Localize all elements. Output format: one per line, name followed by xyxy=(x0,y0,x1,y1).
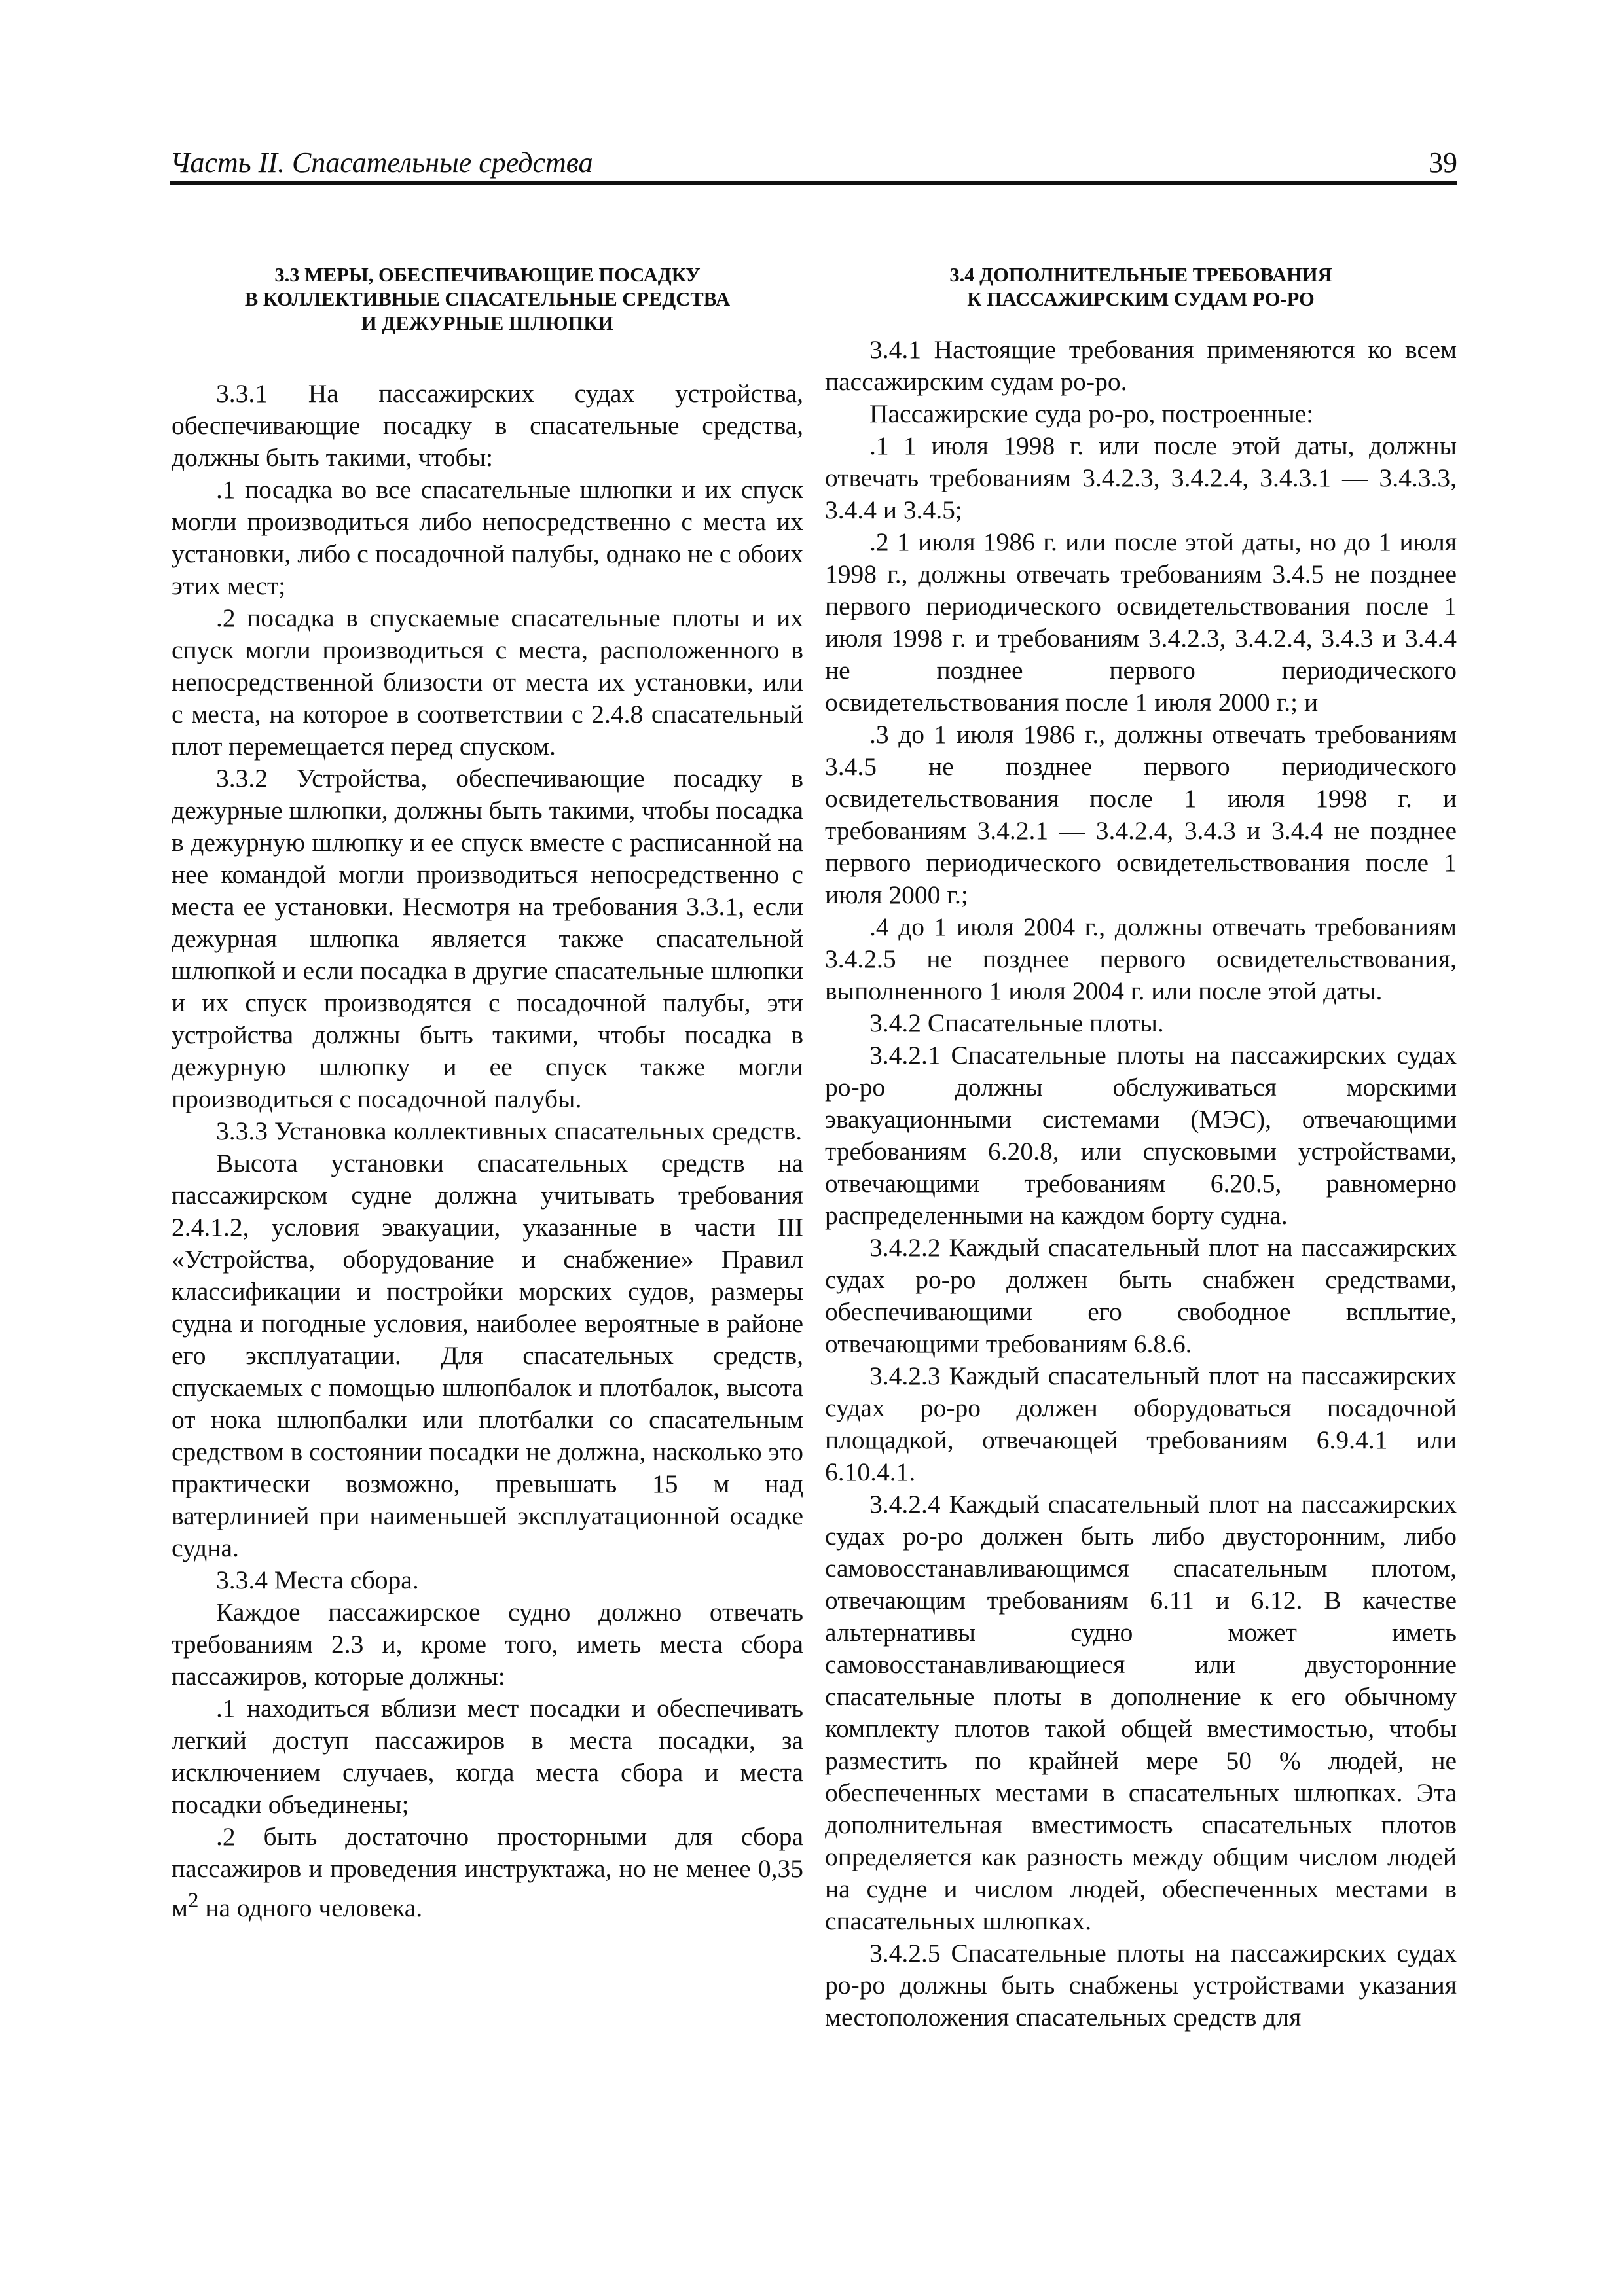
right-column xyxy=(825,263,1457,2034)
section-heading-3-4 xyxy=(825,263,1457,312)
list-item-text: .2 быть достаточно просторными для сбора пассажиров и проведения инструктажа, но не менее 0,35 м xyxy=(172,1822,803,1923)
heading-line: В КОЛЛЕКТИВНЫЕ СПАСАТЕЛЬНЫЕ СРЕДСТВА xyxy=(244,288,731,310)
list-item-text-end: на одного человека. xyxy=(198,1893,423,1923)
list-item-4: .4 до 1 июля 2004 г., должны отвечать требованиям 3.4.2.5 не позднее первого освидетельствования, выполненного 1 июля 2004 г. или после этой даты. xyxy=(825,912,1457,1005)
list-item-1: .1 посадка во все спасательные шлюпки и их спуск могли производиться либо непосредственно с места их установки, либо с посадочной палубы, однако не с обоих этих мест; xyxy=(172,475,803,600)
list-item-2: .2 1 июля 1986 г. или после этой даты, но до 1 июля 1998 г., должны отвечать требованиям 3.4.5 не позднее первого периодического освидетельствования после 1 июля 1998 г. и требованиям 3.4.2.3, 3.4.2.4, 3.4.3 и 3.4.4 не позднее первого периодического освидетельствования после 1 июля 2000 г.; и xyxy=(825,528,1457,717)
list-item-3: .3 до 1 июля 1986 г., должны отвечать требованиям 3.4.5 не позднее первого периодического освидетельствования после 1 июля 1998 г. и требованиям 3.4.2.1 — 3.4.2.4, 3.4.3 и 3.4.4 не позднее первого периодического освидетельствования после 1 июля 2000 г.; xyxy=(825,720,1457,909)
superscript: 2 xyxy=(188,1889,199,1912)
list-item-1: .1 1 июля 1998 г. или после этой даты, должны отвечать требованиям 3.4.2.3, 3.4.2.4, 3.4.3.1 — 3.4.3.3, 3.4.4 и 3.4.5; xyxy=(825,431,1457,524)
paragraph-3-4-2-2: 3.4.2.2 Каждый спасательный плот на пассажирских судах ро-ро должен быть снабжен средствами, обеспечивающими его свободное всплытие, отвечающими требованиям 6.8.6. xyxy=(825,1233,1457,1358)
paragraph-3-4-2-4: 3.4.2.4 Каждый спасательный плот на пассажирских судах ро-ро должен быть либо двусторонним, либо самовосстанавливающимся спасательным плотом, отвечающим требованиям 6.11 и 6.12. В качестве альтернативы судно может иметь самовосстанавливающиеся или двусторонние спасательные плоты в дополнение к его обычному комплекту плотов такой общей вместимостью, чтобы разместить по крайней мере 50 % людей, не обеспеченных местами в спасательных шлюпках. Эта дополнительная вместимость спасательных плотов определяется как разность между общим числом людей на судне и числом людей, обеспеченных местами в спасательных шлюпках. xyxy=(825,1490,1457,1935)
list-item-2 xyxy=(172,1821,803,1924)
paragraph-installation-height: Высота установки спасательных средств на пассажирском судне должна учитывать требования 2.4.1.2, условия эвакуации, указанные в части III «Устройства, оборудование и снабжение» Правил классификации и постройки морских судов, размеры судна и погодные условия, наиболее вероятные в районе его эксплуатации. Для спасательных средств, спускаемых с помощью шлюпбалок и плотбалок, высота от нока шлюпбалки или плотбалки со спасательным средством в состоянии посадки не должна, насколько это практически возможно, превышать 15 м над ватерлинией при наименьшей эксплуатационной осадке судна. xyxy=(172,1149,803,1562)
paragraph-3-4-2-1: 3.4.2.1 Спасательные плоты на пассажирских судах ро-ро должны обслуживаться морскими эвакуационными системами (МЭС), отвечающими требованиям 6.20.8, или спусковыми устройствами, отвечающими требованиям 6.20.5, равномерно распределенными на каждом борту судна. xyxy=(825,1041,1457,1230)
heading-line: 3.4 ДОПОЛНИТЕЛЬНЫЕ ТРЕБОВАНИЯ xyxy=(949,264,1332,286)
subheading-3-4-2: 3.4.2 Спасательные плоты. xyxy=(869,1009,1164,1037)
paragraph-built-ships: Пассажирские суда ро-ро, построенные: xyxy=(869,399,1314,428)
paragraph-3-3-2: 3.3.2 Устройства, обеспечивающие посадку в дежурные шлюпки, должны быть такими, чтобы посадка в дежурную шлюпку и ее спуск вместе с расписанной на нее командой могли производиться непосредственно с места ее установки. Несмотря на требования 3.3.1, если дежурная шлюпка является также спасательной шлюпкой и если посадка в другие спасательные шлюпки и их спуск производятся с посадочной палубы, эти устройства должны быть такими, чтобы посадка в дежурную шлюпку и ее спуск также могли производиться с посадочной палубы. xyxy=(172,764,803,1113)
heading-line: И ДЕЖУРНЫЕ ШЛЮПКИ xyxy=(361,312,614,334)
list-item-2: .2 посадка в спускаемые спасательные плоты и их спуск могли производиться с места, расположенного в непосредственной близости от места их установки, или с места, на которое в соответствии с 2.4.8 спасательный плот перемещается перед спуском. xyxy=(172,603,803,761)
heading-line: К ПАССАЖИРСКИМ СУДАМ РО-РО xyxy=(967,288,1315,310)
paragraph-muster-stations: Каждое пассажирское судно должно отвечать требованиям 2.3 и, кроме того, иметь места сбора пассажиров, которые должны: xyxy=(172,1598,803,1691)
paragraph-3-4-1: 3.4.1 Настоящие требования применяются ко всем пассажирским судам ро-ро. xyxy=(825,335,1457,396)
section-heading-3-3 xyxy=(172,263,803,336)
subheading-3-3-4: 3.3.4 Места сбора. xyxy=(216,1566,419,1594)
running-title: Часть II. Спасательные средства xyxy=(170,147,593,179)
list-item-1: .1 находиться вблизи мест посадки и обеспечивать легкий доступ пассажиров в места посадки, за исключением случаев, когда места сбора и места посадки объединены; xyxy=(172,1694,803,1819)
paragraph-3-3-1: 3.3.1 На пассажирских судах устройства, обеспечивающие посадку в спасательные средства, должны быть такими, чтобы: xyxy=(172,379,803,472)
page-number: 39 xyxy=(1429,147,1457,179)
paragraph-3-4-2-5: 3.4.2.5 Спасательные плоты на пассажирских судах ро-ро должны быть снабжены устройствами указания местоположения спасательных средств для xyxy=(825,1939,1457,2032)
left-column xyxy=(172,263,803,1924)
subheading-3-3-3: 3.3.3 Установка коллективных спасательных средств. xyxy=(216,1117,803,1145)
heading-line: 3.3 МЕРЫ, ОБЕСПЕЧИВАЮЩИЕ ПОСАДКУ xyxy=(274,264,701,286)
page-header xyxy=(170,145,1457,185)
paragraph-3-4-2-3: 3.4.2.3 Каждый спасательный плот на пассажирских судах ро-ро должен оборудоваться посадочной площадкой, отвечающей требованиям 6.9.4.1 или 6.10.4.1. xyxy=(825,1361,1457,1486)
